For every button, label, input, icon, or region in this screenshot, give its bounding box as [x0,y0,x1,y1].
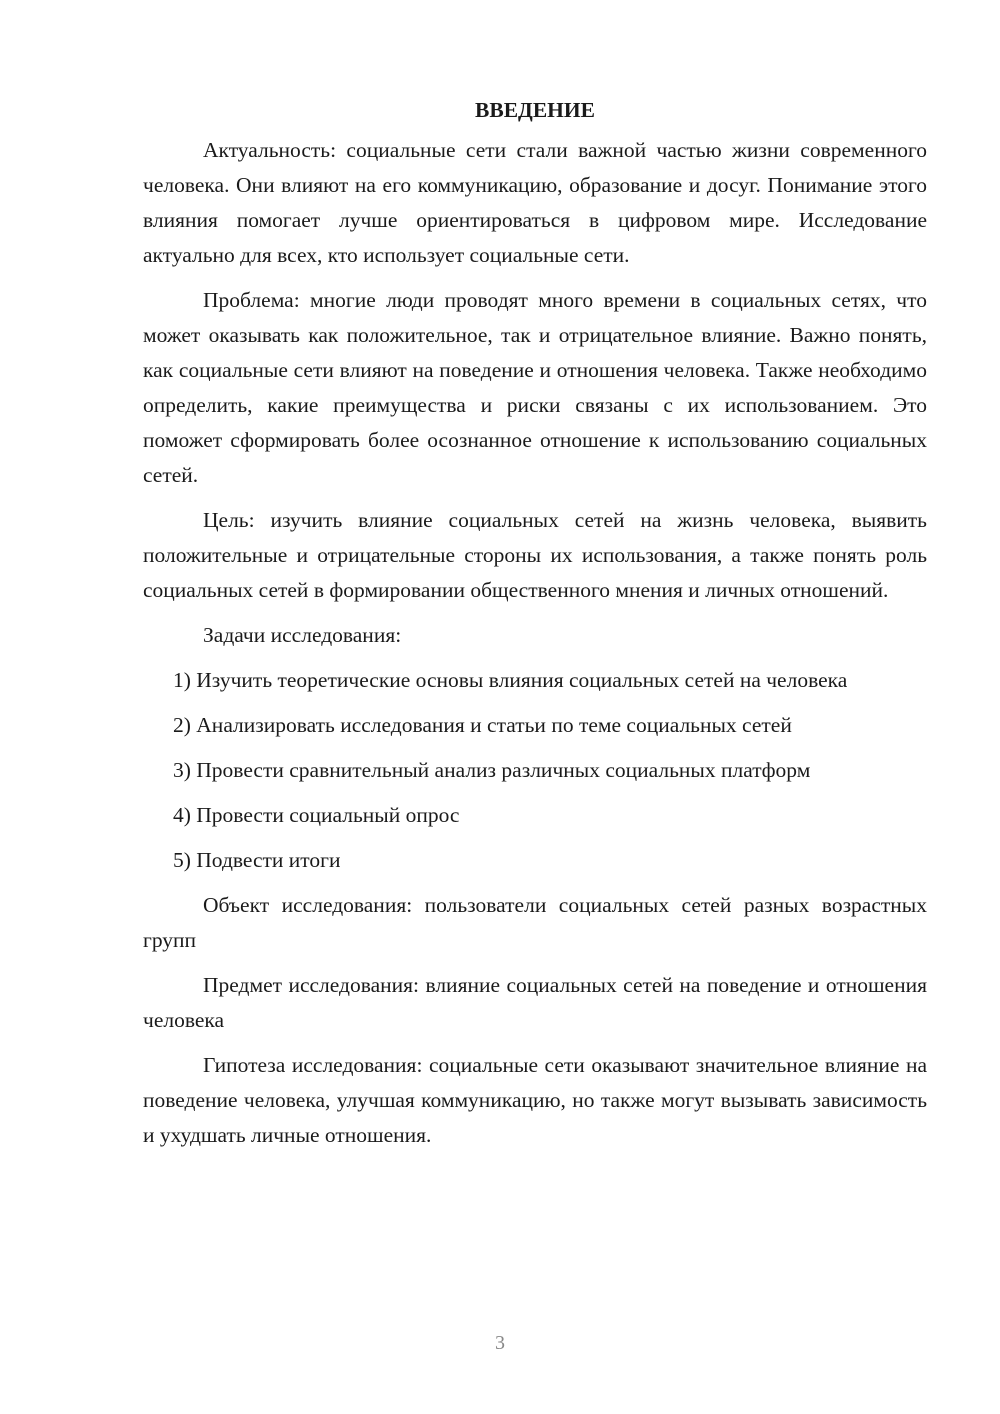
tasks-heading: Задачи исследования: [203,623,402,647]
object-paragraph: Объект исследования: пользователи социальных сетей разных возрастных групп [143,893,927,952]
page-number: 3 [495,1332,505,1354]
relevance-paragraph: Актуальность: социальные сети стали важной частью жизни современного человека. Они влияют на его коммуникацию, образование и досуг. Понимание этого влияния помогает лучше ориентироваться в цифровом мире. Исследование актуально для всех, кто использует социальные сети. [143,138,927,267]
task-item-2: 2) Анализировать исследования и статьи по теме социальных сетей [173,713,792,737]
problem-paragraph: Проблема: многие люди проводят много времени в социальных сетях, что может оказывать как положительное, так и отрицательное влияние. Важно понять, как социальные сети влияют на поведение и отношения человека. Также необходимо определить, какие преимущества и риски связаны с их использованием. Это поможет сформировать более осознанное отношение к использованию социальных сетей. [143,288,927,487]
task-item-3: 3) Провести сравнительный анализ различных социальных платформ [173,758,811,782]
task-item-5: 5) Подвести итоги [173,848,341,872]
subject-paragraph: Предмет исследования: влияние социальных сетей на поведение и отношения человека [143,973,927,1032]
hypothesis-paragraph: Гипотеза исследования: социальные сети оказывают значительное влияние на поведение человека, улучшая коммуникацию, но также могут вызывать зависимость и ухудшать личные отношения. [143,1053,927,1147]
task-item-4: 4) Провести социальный опрос [173,803,460,827]
task-item-1: 1) Изучить теоретические основы влияния социальных сетей на человека [173,668,848,692]
page-content [143,95,927,1163]
page-title: ВВЕДЕНИЕ [475,98,595,122]
goal-paragraph: Цель: изучить влияние социальных сетей на жизнь человека, выявить положительные и отрицательные стороны их использования, а также понять роль социальных сетей в формировании общественного мнения и личных отношений. [143,508,927,602]
